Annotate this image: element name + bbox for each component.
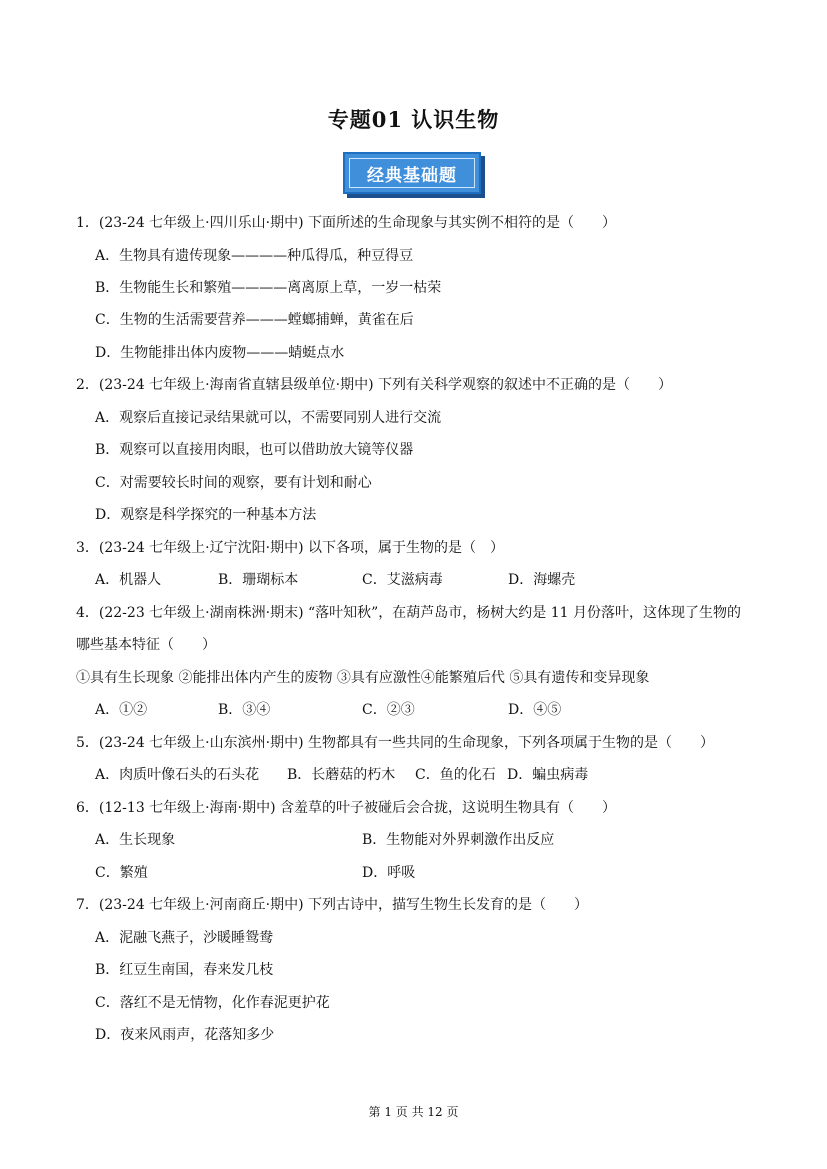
question-4-option-c: C．②③ xyxy=(362,702,415,718)
question-5-option-a: A．肉质叶像石头的石头花 xyxy=(95,767,260,783)
page-footer: 第 1 页 共 12 页 xyxy=(368,1105,459,1119)
question-3-option-d: D．海螺壳 xyxy=(508,572,576,588)
question-2-stem: 2．(23-24 七年级上·海南省直辖县级单位·期中) 下列有关科学观察的叙述中不正确的是（ ） xyxy=(76,377,672,393)
question-2-option-b: B．观察可以直接用肉眼，也可以借助放大镜等仪器 xyxy=(95,442,414,458)
question-2-option-d: D．观察是科学探究的一种基本方法 xyxy=(95,507,317,523)
question-3-option-a: A．机器人 xyxy=(95,572,162,588)
question-1-option-c: C．生物的生活需要营养———螳螂捕蝉，黄雀在后 xyxy=(95,312,414,328)
question-6-stem: 6．(12-13 七年级上·海南·期中) 含羞草的叶子被碰后会合拢，这说明生物具有（ ） xyxy=(76,800,616,816)
question-4-items: ①具有生长现象 ②能排出体内产生的废物 ③具有应激性④能繁殖后代 ⑤具有遗传和变异现象 xyxy=(76,670,650,686)
question-1-stem: 1．(23-24 七年级上·四川乐山·期中) 下面所述的生命现象与其实例不相符的是（ ） xyxy=(76,215,616,231)
question-7-stem: 7．(23-24 七年级上·河南商丘·期中) 下列古诗中，描写生物生长发育的是（ ） xyxy=(76,897,588,913)
question-6-option-a: A．生长现象 xyxy=(95,832,176,848)
question-3-option-b: B．珊瑚标本 xyxy=(218,572,299,588)
question-4-stem: 4．(22-23 七年级上·湖南株洲·期末) “落叶知秋”，在葫芦岛市，杨树大约是 11 月份落叶，这体现了生物的 xyxy=(76,605,742,621)
question-6-option-c: C．繁殖 xyxy=(95,865,148,881)
question-1-option-d: D．生物能排出体内废物———蜻蜓点水 xyxy=(95,345,345,361)
question-1-option-b: B．生物能生长和繁殖————离离原上草，一岁一枯荣 xyxy=(95,280,442,296)
question-5-option-b: B．长蘑菇的朽木 xyxy=(287,767,396,783)
question-7-option-b: B．红豆生南国，春来发几枝 xyxy=(95,962,274,978)
question-4-stem-continued: 哪些基本特征（ ） xyxy=(76,637,216,653)
question-4-option-a: A．①② xyxy=(95,702,148,718)
question-6-option-b: B．生物能对外界刺激作出反应 xyxy=(362,832,555,848)
page-title: 专题01 认识生物 xyxy=(327,107,500,132)
question-4-option-d: D．④⑤ xyxy=(508,702,562,718)
question-3-option-c: C．艾滋病毒 xyxy=(362,572,443,588)
question-5-option-d: D．蝙虫病毒 xyxy=(507,767,589,783)
question-7-option-a: A．泥融飞燕子，沙暖睡鸳鸯 xyxy=(95,930,274,946)
question-2-option-c: C．对需要较长时间的观察，要有计划和耐心 xyxy=(95,475,372,491)
question-6-option-d: D．呼吸 xyxy=(362,865,416,881)
question-7-option-d: D．夜来风雨声，花落知多少 xyxy=(95,1027,275,1043)
section-badge xyxy=(343,152,487,198)
question-2-option-a: A．观察后直接记录结果就可以，不需要同别人进行交流 xyxy=(95,410,442,426)
question-5-option-c: C．鱼的化石 xyxy=(415,767,496,783)
section-badge-label: 经典基础题 xyxy=(349,158,475,188)
question-1-option-a: A．生物具有遗传现象————种瓜得瓜，种豆得豆 xyxy=(95,248,414,264)
question-7-option-c: C．落红不是无情物，化作春泥更护花 xyxy=(95,995,330,1011)
question-3-stem: 3．(23-24 七年级上·辽宁沈阳·期中) 以下各项，属于生物的是（ ） xyxy=(76,540,504,556)
question-5-stem: 5．(23-24 七年级上·山东滨州·期中) 生物都具有一些共同的生命现象，下列各项属于生物的是（ ） xyxy=(76,735,714,751)
question-4-option-b: B．③④ xyxy=(218,702,271,718)
